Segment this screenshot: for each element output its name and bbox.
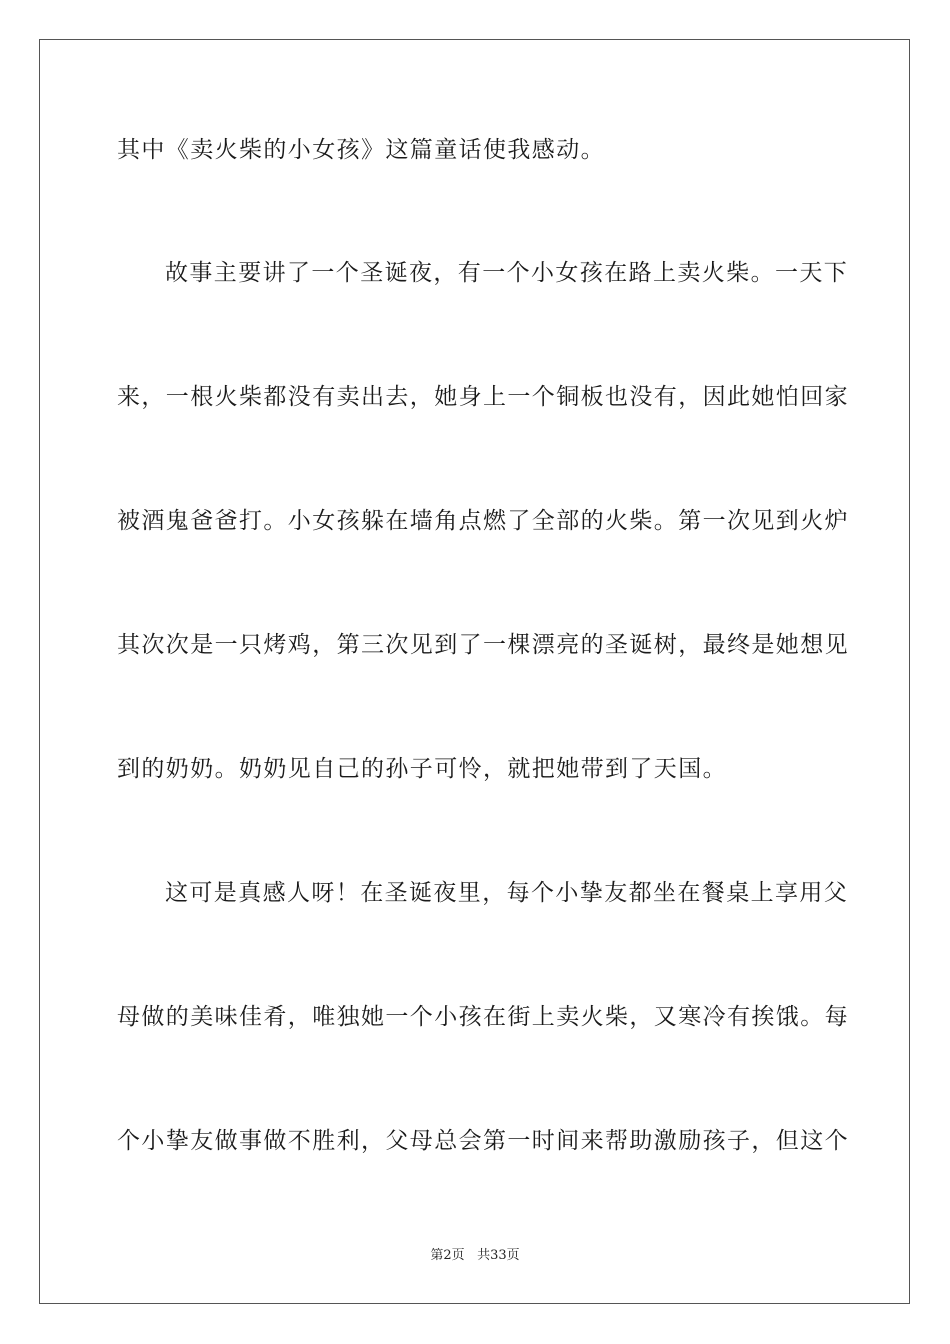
page-number: 第2页 [430, 1248, 465, 1263]
text-line-4: 被酒鬼爸爸打。小女孩躲在墙角点燃了全部的火柴。第一次见到火炉 [117, 508, 849, 534]
text-line-3: 来，一根火柴都没有卖出去，她身上一个铜板也没有，因此她怕回家 [117, 384, 849, 410]
text-line-8: 母做的美味佳肴，唯独她一个小孩在街上卖火柴，又寒冷有挨饿。每 [117, 1004, 849, 1030]
text-line-7: 这可是真感人呀！在圣诞夜里，每个小挚友都坐在餐桌上享用父 [165, 880, 849, 906]
text-line-2: 故事主要讲了一个圣诞夜，有一个小女孩在路上卖火柴。一天下 [165, 260, 849, 286]
text-line-6: 到的奶奶。奶奶见自己的孙子可怜，就把她带到了天国。 [117, 756, 727, 782]
text-line-5: 其次次是一只烤鸡，第三次见到了一棵漂亮的圣诞树，最终是她想见 [117, 632, 849, 658]
page-total: 共33页 [477, 1248, 520, 1263]
text-line-1: 其中《卖火柴的小女孩》这篇童话使我感动。 [117, 137, 605, 163]
text-line-9: 个小挚友做事做不胜利，父母总会第一时间来帮助激励孩子，但这个 [117, 1128, 849, 1154]
page-footer [0, 1247, 950, 1265]
page-border [39, 39, 910, 1304]
